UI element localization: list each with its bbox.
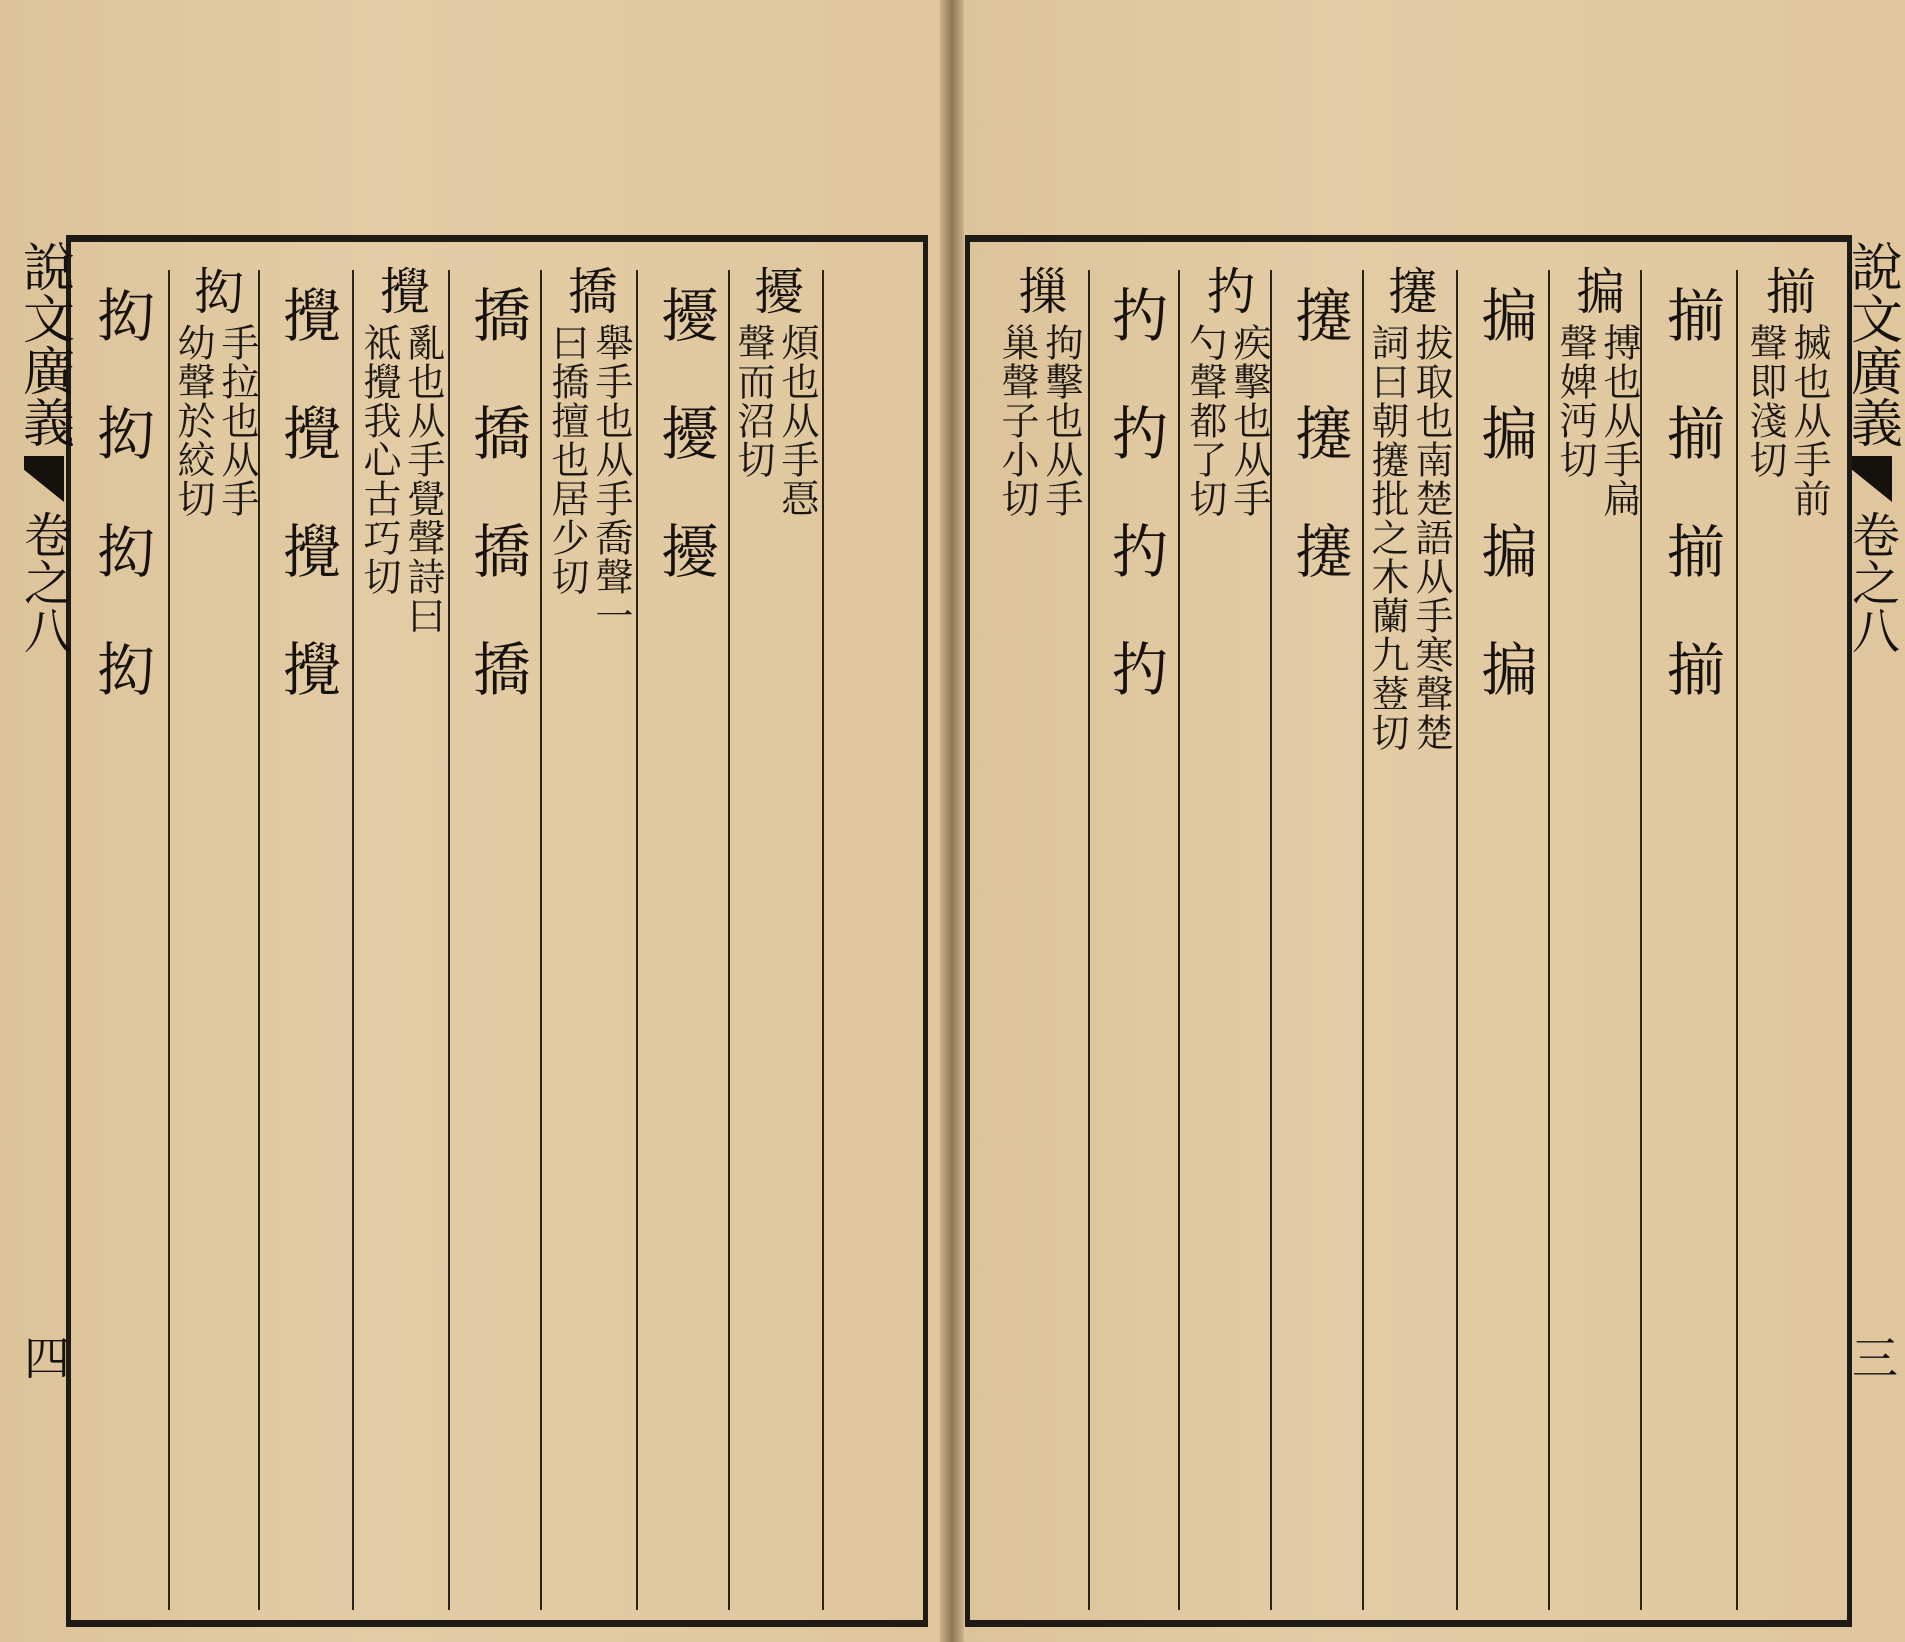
seal-script-forms: 擾擾擾 [651,285,719,639]
seal-script-forms: 攓攓攓 [1285,285,1353,639]
right-page-title-band [1841,240,1902,1600]
fishtail-marker [1852,456,1892,502]
entry-column [356,265,446,1585]
gloss-line: 詞曰朝攓批之木蘭九䔲切 [1365,323,1409,752]
gloss-line: 拘擊也从手 [1039,323,1083,518]
seal-script-column [262,265,352,1585]
gloss-line: 疾擊也从手 [1227,323,1271,518]
seal-script-forms: 揃揃揃揃 [1657,285,1725,757]
gloss-line: 幼聲於絞切 [171,323,215,518]
column-rule [1736,270,1738,1610]
gloss-line: 聲婢沔切 [1553,323,1597,479]
entry-column [544,265,634,1585]
seal-script-column [640,265,730,1585]
seal-script-forms: 撟撟撟撟 [463,285,531,757]
gloss-line: 舉手也从手喬聲一 [589,323,633,635]
entry-gloss [1185,323,1269,518]
entry-gloss [997,323,1081,518]
entry-headword: 揃 [1758,265,1816,317]
gloss-line: 祗攪我心古巧切 [357,323,401,596]
column-rule [352,270,354,1610]
seal-script-forms: 扚扚扚扚 [1101,285,1169,757]
seal-script-column [1274,265,1364,1585]
gloss-line: 曰撟擅也居少切 [545,323,589,596]
entry-column [994,265,1084,1585]
entry-headword: 攪 [372,265,430,317]
entry-headword: 攓 [1380,265,1438,317]
entry-headword: 擾 [746,265,804,317]
entry-gloss [1367,323,1451,752]
seal-script-column [1460,265,1550,1585]
gloss-line: 搏也从手扁 [1597,323,1641,518]
entry-headword: 摷 [1010,265,1068,317]
entry-column [1742,265,1832,1585]
entry-column [1364,265,1454,1585]
column-rule [1456,270,1458,1610]
entry-gloss [359,323,443,635]
book-gutter [940,0,964,1642]
gloss-line: 聲而沼切 [731,323,775,479]
seal-script-forms: 抝抝抝抝 [87,285,155,757]
gloss-line: 聲即淺切 [1743,323,1787,479]
entry-headword: 撟 [560,265,618,317]
entry-gloss [1555,323,1639,518]
folio-number: 三 [1845,1334,1899,1380]
seal-script-column [1090,265,1180,1585]
folio-number: 四 [17,1334,71,1380]
entry-column [730,265,820,1585]
entry-gloss [173,323,257,518]
book-title: 說文廣義 [1841,240,1902,448]
seal-script-column [76,265,166,1585]
column-rule [636,270,638,1610]
gloss-line: 亂也从手覺聲詩曰 [401,323,445,635]
entry-headword: 扚 [1198,265,1256,317]
entry-gloss [733,323,817,518]
seal-script-column [1646,265,1736,1585]
entry-column [1182,265,1272,1585]
volume-label: 卷之八 [15,510,72,654]
gloss-line: 煩也从手㥑 [775,323,819,518]
left-page-title-band [13,240,74,1600]
gloss-line: 拔取也南楚語从手寒聲楚 [1409,323,1453,752]
volume-label: 卷之八 [1843,510,1900,654]
seal-script-forms: 攪攪攪攪 [273,285,341,757]
entry-gloss [547,323,631,635]
column-rule [822,270,824,1610]
column-rule [448,270,450,1610]
gloss-line: 巢聲子小切 [995,323,1039,518]
entry-column [170,265,260,1585]
book-title: 說文廣義 [13,240,74,448]
entry-headword: 抝 [186,265,244,317]
gloss-line: 勺聲都了切 [1183,323,1227,518]
seal-script-column [452,265,542,1585]
gloss-line: 手拉也从手 [215,323,259,518]
entry-column [1552,265,1642,1585]
seal-script-forms: 揙揙揙揙 [1471,285,1539,757]
gloss-line: 搣也从手前 [1787,323,1831,518]
fishtail-marker [24,456,64,502]
entry-gloss [1745,323,1829,518]
entry-headword: 揙 [1568,265,1626,317]
